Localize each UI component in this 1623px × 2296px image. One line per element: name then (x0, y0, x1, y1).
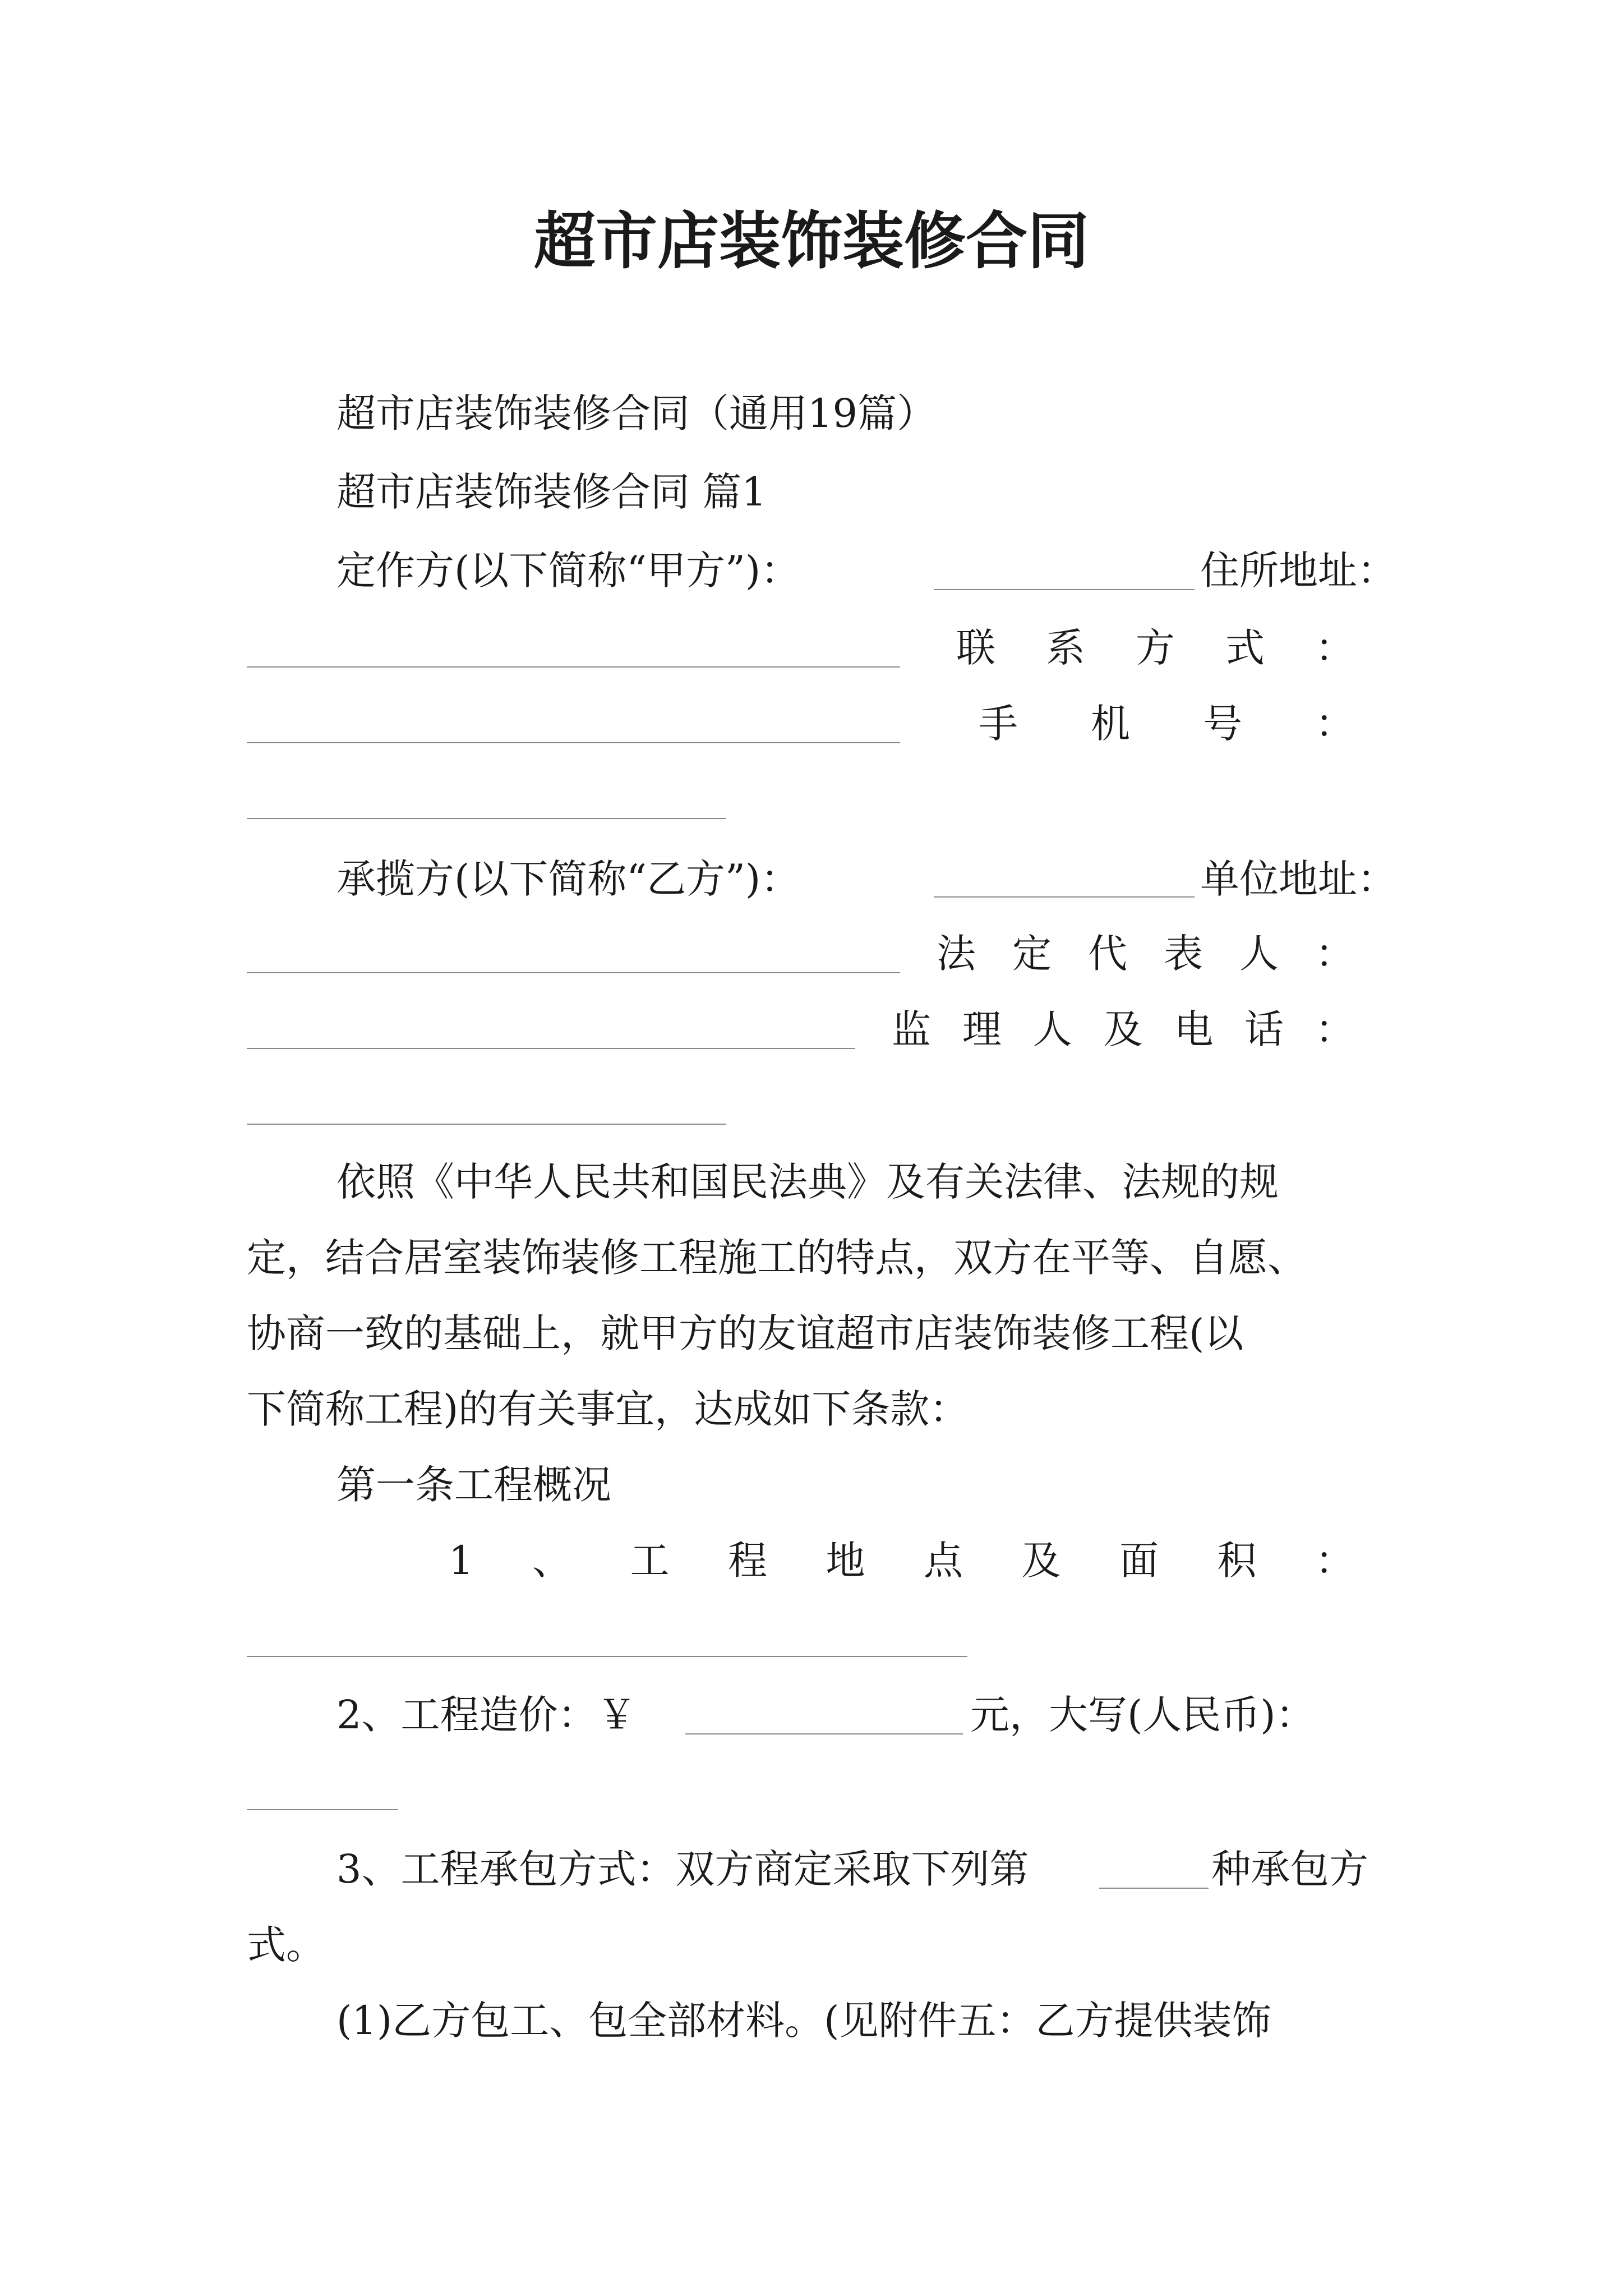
supervisor-label: 监 理 人 及 电 话 ： (892, 1006, 1354, 1052)
address-blank (247, 666, 900, 668)
subtitle: 超市店装饰装修合同（通用19篇） (336, 390, 937, 436)
intro-line-4: 下简称工程)的有关事宜，达成如下条款： (247, 1386, 969, 1432)
item-3-continuation: 式。 (247, 1922, 325, 1968)
item-3-choice-blank (1099, 1888, 1209, 1889)
mobile-blank (247, 818, 726, 819)
item-2-prefix: 2、工程造价：￥ (336, 1692, 637, 1738)
address-label: 住所地址： (1200, 547, 1396, 593)
party-b-blank (934, 896, 1195, 898)
intro-line-1: 依照《中华人民共和国民法典》及有关法律、法规的规 (336, 1159, 1279, 1205)
supervisor-blank (247, 1124, 726, 1125)
party-a-blank (934, 589, 1195, 590)
intro-line-2: 定，结合居室装饰装修工程施工的特点，双方在平等、自愿、 (247, 1235, 1307, 1281)
contact-label: 联 系 方 式 ： (956, 625, 1354, 671)
mobile-label: 手 机 号 ： (979, 701, 1354, 747)
unit-address-label: 单位地址： (1200, 856, 1396, 902)
item-1-blank (247, 1656, 967, 1657)
item-3-prefix: 3、工程承包方式：双方商定采取下列第 (336, 1846, 1029, 1892)
item-3-option-1: (1)乙方包工、包全部材料。(见附件五：乙方提供装饰 (336, 1998, 1271, 2044)
article-1-heading: 第一条工程概况 (336, 1462, 611, 1508)
contact-blank (247, 742, 900, 743)
legal-rep-label: 法 定 代 表 人 ： (937, 931, 1354, 977)
legal-rep-blank (247, 1048, 855, 1049)
part-heading: 超市店装饰装修合同 篇1 (336, 469, 767, 515)
item-2-uppercase-blank (247, 1809, 398, 1810)
item-1-label: 1 、 工 程 地 点 及 面 积 ： (449, 1538, 1354, 1584)
item-3-suffix: 种承包方 (1211, 1846, 1368, 1892)
party-b-label: 承揽方(以下简称“乙方”)： (336, 856, 800, 902)
intro-line-3: 协商一致的基础上，就甲方的友谊超市店装饰装修工程(以 (247, 1310, 1244, 1356)
party-a-label: 定作方(以下简称“甲方”)： (336, 547, 800, 593)
document-title: 超市店装饰装修合同 (534, 205, 1089, 277)
unit-address-blank (247, 972, 900, 973)
item-2-amount-blank (685, 1733, 963, 1734)
item-2-suffix: 元，大写(人民币)： (970, 1692, 1315, 1738)
